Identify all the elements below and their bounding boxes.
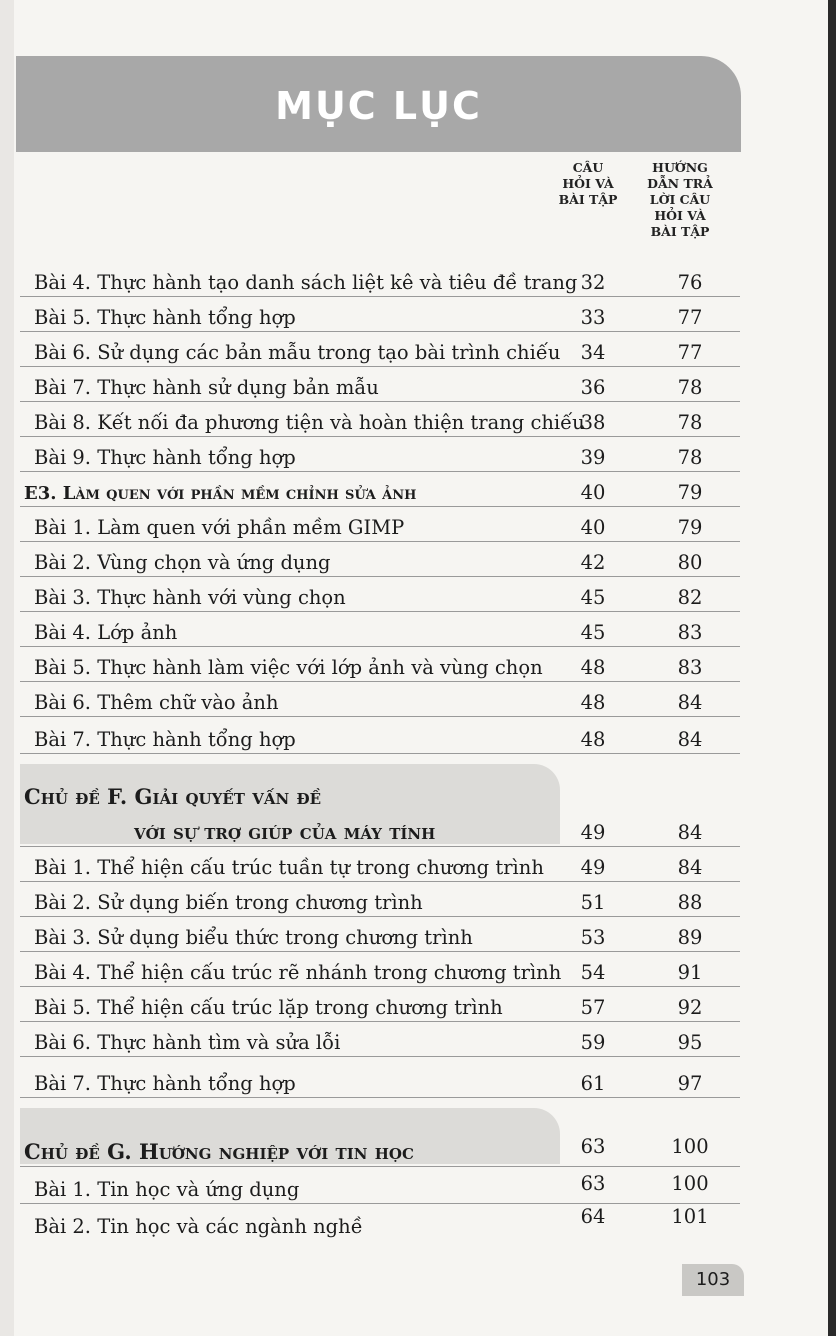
toc-page-question: 53 (580, 926, 606, 949)
toc-row (20, 367, 740, 402)
toc-page-question: 49 (580, 856, 606, 879)
toc-entry-title: Bài 4. Lớp ảnh (34, 621, 178, 644)
toc-page-question: 40 (580, 516, 606, 539)
column-header-questions: CÂU HỎI VÀ BÀI TẬP (558, 160, 618, 207)
toc-page-answer: 83 (677, 656, 703, 679)
toc-page-answer: 77 (677, 306, 703, 329)
toc-page-question: 45 (580, 586, 606, 609)
toc-row (20, 882, 740, 917)
toc-entry-title: Bài 3. Sử dụng biểu thức trong chương trình (34, 926, 473, 949)
toc-entry-title: Bài 4. Thực hành tạo danh sách liệt kê và tiêu đề trang (34, 271, 578, 294)
toc-page-answer: 78 (677, 376, 703, 399)
toc-page-answer: 95 (677, 1031, 703, 1054)
toc-page-answer: 78 (677, 446, 703, 469)
toc-page-question: 38 (580, 411, 606, 434)
toc-entry-title: Bài 1. Thể hiện cấu trúc tuần tự trong chương trình (34, 856, 544, 879)
toc-page-answer: 84 (677, 821, 703, 844)
toc-row (20, 437, 740, 472)
toc-row (20, 297, 740, 332)
toc-page-answer: 82 (677, 586, 703, 609)
toc-page-question: 40 (580, 481, 606, 504)
toc-page-answer: 92 (677, 996, 703, 1019)
toc-page-answer: 84 (677, 728, 703, 751)
toc-row (20, 1022, 740, 1057)
toc-entry-title: Bài 7. Thực hành sử dụng bản mẫu (34, 376, 379, 399)
toc-row (20, 987, 740, 1022)
toc-page-question: 32 (580, 271, 606, 294)
toc-row (20, 952, 740, 987)
toc-entry-title: Bài 2. Tin học và các ngành nghề (34, 1215, 363, 1238)
page-title: MỤC LỤC (275, 84, 482, 128)
toc-row (20, 262, 740, 297)
toc-page-answer: 77 (677, 341, 703, 364)
toc-page-answer: 80 (677, 551, 703, 574)
toc-page-question: 36 (580, 376, 606, 399)
toc-chapter-row (20, 812, 740, 847)
toc-entry-title: Bài 8. Kết nối đa phương tiện và hoàn thiện trang chiếu (34, 411, 585, 434)
toc-page-question: 59 (580, 1031, 606, 1054)
toc-page-answer: 84 (677, 856, 703, 879)
chapter-title-line-1: Chủ đề F. Giải quyết vấn đề (24, 784, 322, 809)
toc-entry-title: Bài 4. Thể hiện cấu trúc rẽ nhánh trong chương trình (34, 961, 562, 984)
toc-page-question: 48 (580, 691, 606, 714)
toc-entry-title: Bài 7. Thực hành tổng hợp (34, 728, 296, 751)
toc-row (20, 847, 740, 882)
toc-page-answer: 78 (677, 411, 703, 434)
toc-page-answer: 79 (677, 516, 703, 539)
column-header-answers: HƯỚNG DẪN TRẢ LỜI CÂU HỎI VÀ BÀI TẬP (647, 160, 713, 239)
toc-page-question: 49 (580, 821, 606, 844)
toc-entry-title: Bài 3. Thực hành với vùng chọn (34, 586, 346, 609)
toc-row (20, 1057, 740, 1098)
toc-entry-title: Bài 2. Sử dụng biến trong chương trình (34, 891, 423, 914)
toc-page-question: 63 (580, 1172, 606, 1195)
toc-page-question: 48 (580, 656, 606, 679)
toc-page-answer: 76 (677, 271, 703, 294)
toc-row (20, 332, 740, 367)
page-edge (828, 0, 836, 1336)
toc-page-question: 64 (580, 1205, 606, 1228)
toc-page-question: 48 (580, 728, 606, 751)
toc-page-question: 33 (580, 306, 606, 329)
toc-page-answer: 97 (677, 1072, 703, 1095)
toc-row (20, 402, 740, 437)
toc-entry-title: Bài 6. Sử dụng các bản mẫu trong tạo bài trình chiếu (34, 341, 561, 364)
toc-entry-title: Bài 6. Thêm chữ vào ảnh (34, 691, 279, 714)
page-number: 103 (682, 1264, 744, 1296)
toc-row (20, 542, 740, 577)
toc-row (20, 647, 740, 682)
toc-page-question: 57 (580, 996, 606, 1019)
toc-chapter-row (20, 1124, 740, 1167)
toc-entry-title: Bài 9. Thực hành tổng hợp (34, 446, 296, 469)
toc-page-question: 34 (580, 341, 606, 364)
toc-entry-title: Bài 1. Làm quen với phần mềm GIMP (34, 516, 405, 539)
toc-page-answer: 88 (677, 891, 703, 914)
toc-row (20, 917, 740, 952)
toc-page-answer: 79 (677, 481, 703, 504)
toc-page-question: 39 (580, 446, 606, 469)
toc-page-question: 45 (580, 621, 606, 644)
chapter-title-line-2: với sự trợ giúp của máy tính (134, 819, 436, 844)
chapter-title: Chủ đề G. Hướng nghiệp với tin học (24, 1139, 414, 1164)
toc-row (20, 1204, 740, 1240)
toc-page-answer: 91 (677, 961, 703, 984)
toc-row (20, 612, 740, 647)
toc-page-question: 61 (580, 1072, 606, 1095)
toc-row (20, 717, 740, 754)
toc-row (20, 507, 740, 542)
toc-page-answer: 100 (671, 1135, 709, 1158)
toc-entry-title: Bài 5. Thực hành tổng hợp (34, 306, 296, 329)
toc-row (20, 577, 740, 612)
title-banner (16, 56, 741, 152)
toc-page-answer: 84 (677, 691, 703, 714)
toc-entry-title: Bài 7. Thực hành tổng hợp (34, 1072, 296, 1095)
toc-row (20, 1167, 740, 1204)
toc-entry-title: Bài 5. Thực hành làm việc với lớp ảnh và vùng chọn (34, 656, 543, 679)
toc-entry-title: Bài 1. Tin học và ứng dụng (34, 1178, 300, 1201)
toc-page-question: 63 (580, 1135, 606, 1158)
toc-page-question: 51 (580, 891, 606, 914)
toc-section-row (20, 472, 740, 507)
toc-page-question: 54 (580, 961, 606, 984)
toc-page-question: 42 (580, 551, 606, 574)
toc-page-answer: 83 (677, 621, 703, 644)
toc-entry-title: Bài 2. Vùng chọn và ứng dụng (34, 551, 331, 574)
toc-row (20, 682, 740, 717)
toc-entry-title: Bài 6. Thực hành tìm và sửa lỗi (34, 1031, 341, 1054)
toc-page-answer: 101 (671, 1205, 709, 1228)
toc-section-title: E3. Làm quen với phần mềm chỉnh sửa ảnh (24, 483, 417, 504)
toc-page-answer: 89 (677, 926, 703, 949)
toc-page-answer: 100 (671, 1172, 709, 1195)
toc-entry-title: Bài 5. Thể hiện cấu trúc lặp trong chương trình (34, 996, 503, 1019)
